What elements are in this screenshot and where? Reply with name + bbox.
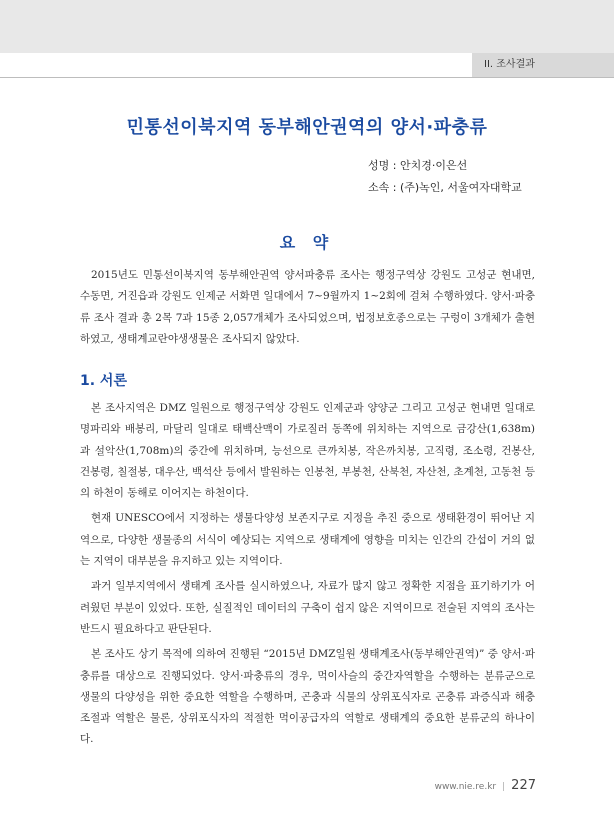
footer-site-link[interactable]: www.nie.re.kr (434, 782, 497, 792)
body-paragraph: 현재 UNESCO에서 지정하는 생물다양성 보존지구로 지정을 추진 중으로 생태환경이 뛰어난 지역으로, 다양한 생물종의 서식이 예상되는 지역으로 생태계에 영향을 미치는 인간의 간섭이 거의 없는 지역이 대부분을 유지하고 있는 지역이다. (80, 512, 535, 568)
chapter-label: II. 조사결과 (484, 59, 535, 70)
footer-separator: | (502, 782, 506, 792)
author-block (368, 155, 522, 199)
article-title: 민통선이북지역 동부해안권역의 양서·파충류 (126, 117, 488, 138)
header-band (0, 0, 614, 53)
author-line: 성명 : 안치경·이은선 (368, 159, 468, 172)
header-rule (0, 77, 614, 78)
chapter-tab (472, 53, 614, 77)
page-footer (435, 778, 536, 793)
summary-heading: 요 약 (279, 233, 335, 252)
summary-paragraph: 2015년도 민통선이북지역 동부해안권역 양서파충류 조사는 행정구역상 강원도 고성군 현내면, 수동면, 거진읍과 강원도 인제군 서화면 일대에서 7~9월까지 1~2회에 걸쳐 수행하였다. 양서·파충류 조사 결과 총 2목 7과 15종 2,057개체가 조사되었으며, 법정보호종으로는 구렁이 3개체가 출현하였고, 생태계교란야생생물은 조사되지 않았다. (80, 269, 535, 345)
body-paragraph: 본 조사지역은 DMZ 일원으로 행정구역상 강원도 인제군과 양양군 그리고 고성군 현내면 일대로 명파리와 배봉리, 마달리 일대로 태백산맥이 가로질러 동쪽에 위치하는 지역으로 금강산(1,638m)과 설악산(1,708m)의 중간에 위치하며, 능선으로 큰까치봉, 작은까치봉, 고직령, 조소령, 건봉산, 건봉령, 칠절봉, 대우산, 백석산 등에서 발원하는 인봉천, 부봉천, 산북천, 자산천, 초계천, 고동천 등의 하천이 동해로 이어지는 하천이다. (80, 402, 535, 500)
section-body (80, 398, 535, 755)
section-heading: 1. 서론 (80, 373, 127, 389)
body-paragraph: 본 조사도 상기 목적에 의하여 진행된 “2015년 DMZ일원 생태계조사(동부해안권역)” 중 양서·파충류를 대상으로 진행되었다. 양서·파충류의 경우, 먹이사슬의 중간자역할을 수행하는 분류군으로 생물의 다양성을 위한 중요한 역할을 수행하며, 곤충과 식물의 상위포식자로 곤충류 과증식과 해충조절과 역할은 물론, 상위포식자의 적절한 먹이공급자의 역할로 생태계의 중요한 분류군의 하나이다. (80, 648, 535, 746)
summary-body (80, 265, 535, 350)
page-number: 227 (511, 778, 536, 793)
affiliation-line: 소속 : (주)녹인, 서울여자대학교 (368, 181, 522, 194)
body-paragraph: 과거 일부지역에서 생태계 조사를 실시하였으나, 자료가 많지 않고 정확한 지점을 표기하기가 어려웠던 부분이 있었다. 또한, 실질적인 데이터의 구축이 쉽지 않은 지역이므로 전술된 지역의 조사는 반드시 필요하다고 판단된다. (80, 580, 535, 635)
